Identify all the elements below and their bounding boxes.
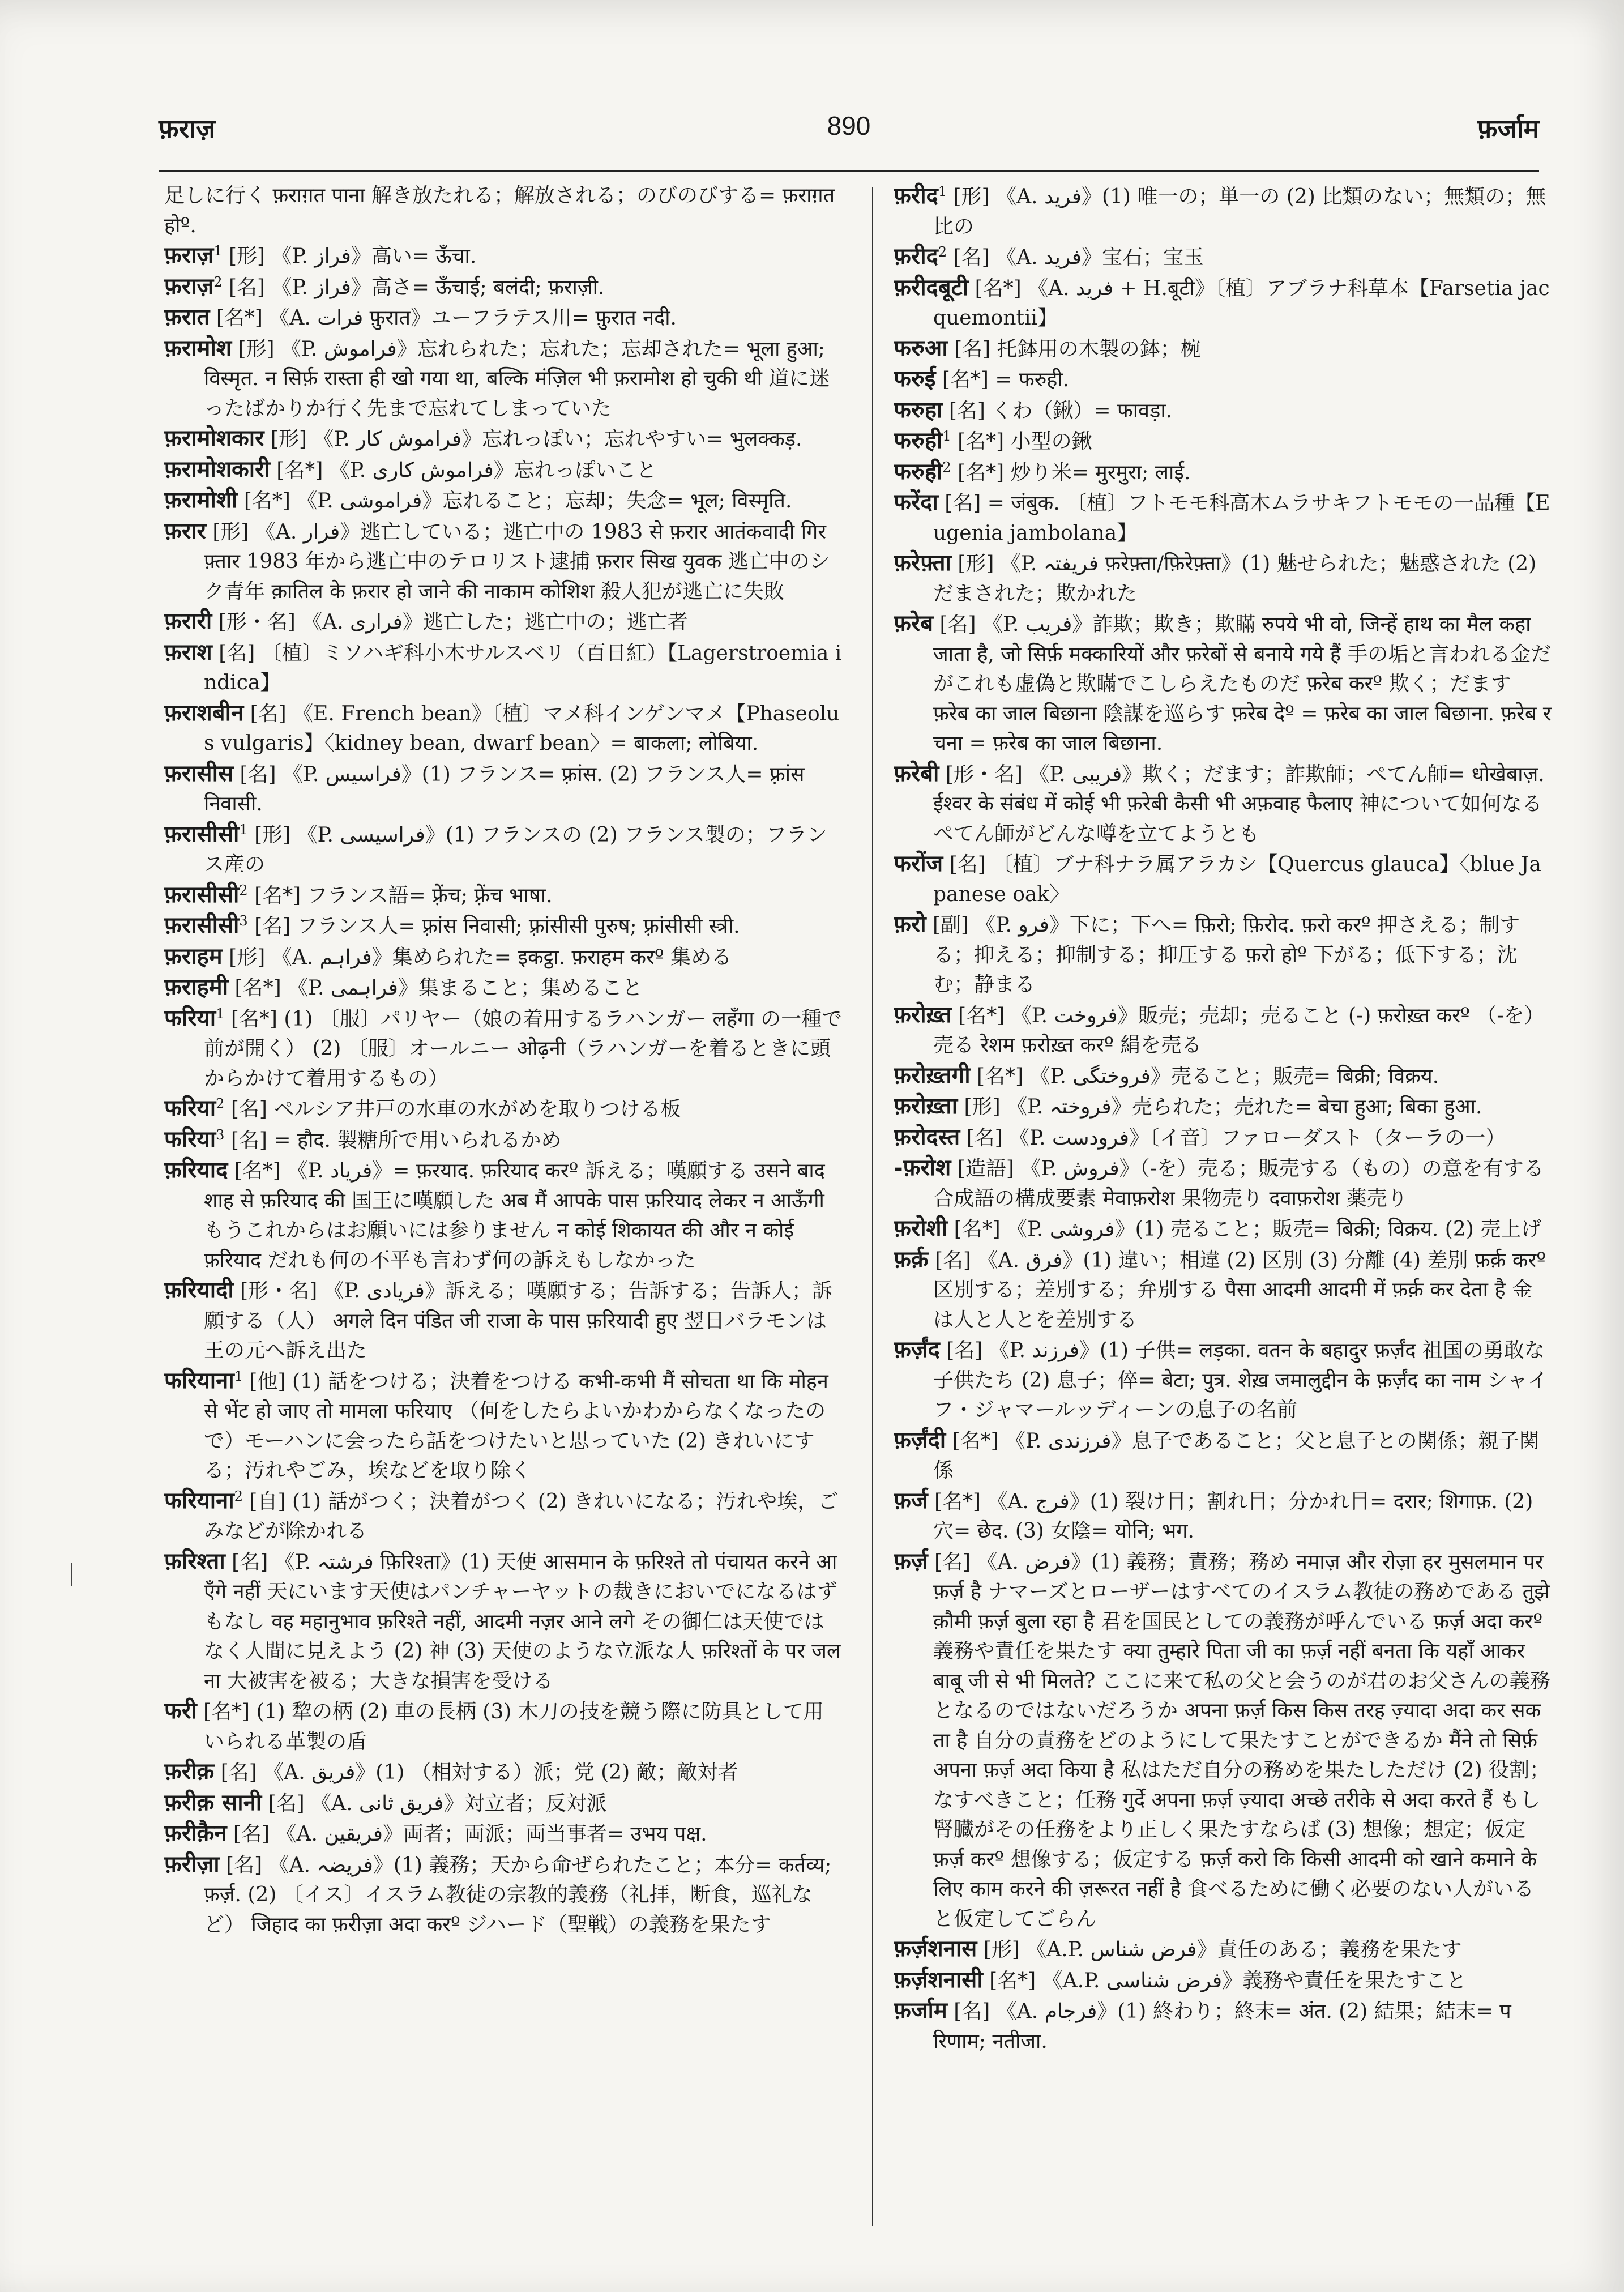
dictionary-entry — [164, 334, 844, 424]
entry-headword: फरुई — [894, 365, 936, 392]
dictionary-entry — [164, 972, 844, 1004]
homograph-number: 1 — [213, 243, 223, 259]
entry-definition: [名] 《A. فریق ثانی》対立者；反対派 — [262, 1791, 607, 1815]
entry-headword: फ़र्ज़ंद — [894, 1336, 940, 1363]
entry-headword: फ़रेफ़्ता — [894, 549, 951, 576]
column-divider — [872, 187, 873, 2226]
entry-definition: [名] 《P. فراز》高さ= ऊँचाई; बलंदी; फ़राज़ी. — [222, 275, 605, 299]
entry-definition: [名] 〔植〕ミソハギ科小木サルスベリ（百日紅）【Lagerstroemia indica】 — [204, 641, 842, 694]
entry-headword: फ़रासीसी — [164, 881, 240, 908]
entry-definition: [形] 《P. فراز》高い= ऊँचा. — [222, 245, 477, 268]
homograph-number: 1 — [938, 183, 947, 199]
entry-definition: [名*] 小型の鍬 — [951, 430, 1092, 453]
entry-definition: [形] 《P. فروختہ》売られた；売れた= बेचा हुआ; बिका हुआ. — [958, 1095, 1482, 1119]
entry-definition: [形] 《P. فراموش کار》忘れっぽい；忘れやすい= भुलक्कड़. — [264, 428, 802, 451]
entry-headword: फ़र्ज़शनास — [894, 1935, 977, 1962]
entry-definition: [名*] (1) 〔服〕パリヤー（娘の着用するラハンガー लहँगा の一種で前が開く） (2) 〔服〕オールニー ओढ़नी（ラハンガーを着るときに頭からかけて着用するもの） — [204, 1007, 843, 1090]
entry-definition: [形・名] 《A. فراری》逃亡した；逃亡中の；逃亡者 — [212, 611, 688, 634]
dictionary-entry — [894, 1122, 1552, 1154]
entry-headword: फ़रीद — [894, 243, 938, 270]
homograph-number: 2 — [216, 1096, 225, 1112]
dictionary-entry — [164, 607, 844, 638]
dictionary-entry — [894, 488, 1552, 548]
entry-headword: फ़रिश्ता — [164, 1547, 225, 1574]
entry-headword: फरुही — [894, 458, 943, 485]
dictionary-entry — [164, 424, 844, 455]
dictionary-entry — [164, 485, 844, 517]
dictionary-entry — [894, 426, 1552, 457]
dictionary-entry — [164, 1486, 844, 1547]
entry-headword: फरियाना — [164, 1367, 234, 1394]
dictionary-entry — [164, 880, 844, 911]
right-column — [894, 181, 1552, 2248]
dictionary-entry — [164, 1819, 844, 1850]
entry-headword: फ़रासीसी — [164, 912, 240, 938]
entry-definition: [形] 《P. فراسیسی》(1) フランスの (2) フランス製の；フランス産の — [204, 823, 827, 876]
dictionary-entry — [164, 911, 844, 942]
dictionary-entry — [894, 1153, 1552, 1214]
entry-headword: फ़रेबी — [894, 759, 939, 787]
entry-definition: [名*] 《P. فروشی》(1) 売ること；販売= बिक्री; विक्रय. (2) 売上げ — [947, 1218, 1542, 1241]
dictionary-entry — [894, 1091, 1552, 1122]
dictionary-entry — [894, 1547, 1552, 1935]
running-head-left: फ़राज़ — [159, 113, 216, 144]
entry-headword: फरिया — [164, 1004, 216, 1031]
margin-mark — [71, 1563, 72, 1586]
entry-headword: फ़रामोशकार — [164, 425, 264, 451]
dictionary-entry — [894, 1061, 1552, 1092]
entry-definition: [名] 《A. فرید》宝石；宝玉 — [947, 246, 1204, 269]
homograph-number: 2 — [942, 459, 951, 475]
dictionary-entry — [894, 1965, 1552, 1996]
dictionary-entry — [164, 1696, 844, 1757]
entry-headword: फरेंदा — [894, 489, 938, 515]
dictionary-entry — [164, 241, 844, 272]
entry-definition: [形] 《A.P. فرض شناس》責任のある；義務を果たす — [977, 1938, 1462, 1961]
entry-definition: [自] (1) 話がつく；決着がつく (2) きれいになる；汚れや埃，ごみなどが除かれる — [204, 1489, 839, 1543]
entry-headword: फ़राहमी — [164, 974, 229, 1000]
entry-definition: [名*] 《P. فرزندی》息子であること；父と息子との関係；親子関係 — [933, 1429, 1540, 1482]
entry-definition: [形・名] 《P. فریبی》欺く；だます；詐欺師；ぺてん師= धोखेबाज़. ईश्वर के संबंध में कोई भी फ़रेबी कैसी भी अफ़वाह फैलाए 神について如何なるぺてん師がどんな噂を立てようとも — [933, 762, 1545, 846]
entry-definition: [名] 〔植〕ブナ科ナラ属アラカシ【Quercus glauca】〈blue Japanese oak〉 — [933, 853, 1541, 906]
homograph-number: 1 — [216, 1005, 225, 1022]
entry-definition: [他] (1) 話をつける；決着をつける कभी-कभी मैं सोचता था कि मोहन से भेंट हो जाए तो मामला फरियाए （何をしたらよいかわからなくなったので）モーハンに会ったら話をつけたいと思っていた (2) きれいにする；汚れやごみ，埃などを取り除く — [204, 1369, 828, 1482]
dictionary-entry — [894, 1934, 1552, 1965]
dictionary-entry — [894, 1335, 1552, 1425]
entry-headword: -फ़रोश — [894, 1154, 951, 1181]
entry-definition: [名] 《A. فریق》(1) （相対する）派；党 (2) 敵；敵対者 — [214, 1761, 738, 1784]
entry-headword: फ़रात — [164, 304, 210, 330]
entry-headword: फ़रामोशकारी — [164, 455, 270, 483]
entry-definition: [形] 《P. فریفتہ फ़रेफ़्ता/फ़िरेफ़्ता》(1) 魅せられた；魅惑された (2) だまされた；欺かれた — [933, 552, 1537, 605]
entry-definition: [名] = हौद. 製糖所で用いられるかめ — [224, 1128, 562, 1152]
entry-headword: फरुहा — [894, 396, 943, 423]
entry-definition: [名] 《A. فریضہ》(1) 義務；天から命ぜられたこと；本分= कर्तव्य; फ़र्ज़. (2) 〔イス〕イスラム教徒の宗教的義務（礼拝，断食，巡礼など） जिहाद का फ़रीज़ा अदा करº ジハード（聖戦）の義務を果たす — [204, 1853, 832, 1936]
entry-definition: [名] = जंबुक. 〔植〕フトモモ科高木ムラサキフトモモの一品種【Eugenia jambolana】 — [933, 492, 1550, 545]
entry-definition: [形] 《P. فراموش》忘れられた；忘れた；忘却された= भूला हुआ; विस्मृत. न सिर्फ़ रास्ता ही खो गया था, बल्कि मंज़िल भी फ़रामोश हो चुकी थी 道に迷ったばかりか行く先まで忘れてしまっていた — [204, 337, 830, 420]
entry-definition: [名*] = फरुही. — [935, 368, 1070, 391]
entry-headword: फ़रीदबूटी — [894, 274, 969, 301]
homograph-number: 2 — [234, 1488, 243, 1504]
dictionary-entry — [164, 517, 844, 607]
entry-headword: फ़रामोशी — [164, 486, 238, 513]
entry-definition: [名*] フランス語= फ़्रेंच; फ़्रेंच भाषा. — [247, 883, 553, 907]
dictionary-entry — [894, 242, 1552, 273]
entry-definition: [名] ペルシア井戸の水車の水がめを取りつける板 — [224, 1098, 681, 1121]
entry-definition: [名] 《P. فرشتہ फ़िरिश्ता》(1) 天使 आसमान के फ़रिश्ते तो पंचायत करने आएँगे नहीं 天にいます天使はパンチャーヤットの裁きにおいでになるはずもなし वह महानुभाव फ़रिश्ते नहीं, आदमी नज़र आने लगे その御仁は天使ではなく人間に見えよう (2) 神 (3) 天使のような立派な人 फ़रिश्तों के पर जलना 大被害を被る；大きな損害を受ける — [204, 1550, 841, 1693]
entry-definition: [名*] 《P. فراموشی》忘れること；忘却；失念= भूल; विस्मृति. — [237, 489, 792, 513]
header-rule — [159, 170, 1539, 172]
homograph-number: 1 — [234, 1368, 243, 1384]
homograph-number: 2 — [938, 244, 947, 260]
entry-headword: फ़रेब — [894, 610, 934, 637]
entry-definition: [名] 《P. فرودست》〔イ音〕ファローダスト（ターラの一） — [960, 1126, 1506, 1150]
entry-definition: [名*] 《A. فرات फ़ुरात》ユーフラテス川= फ़ुरात नदी. — [210, 306, 677, 330]
entry-headword: फ़रोख़्ता — [894, 1092, 958, 1119]
entry-headword: फरुही — [894, 427, 943, 454]
dictionary-entry — [894, 457, 1552, 488]
entry-headword: फ़राश — [164, 638, 212, 665]
entry-headword: फ़रोशी — [894, 1215, 948, 1241]
entry-headword: फ़रार — [164, 517, 206, 544]
dictionary-entry — [164, 272, 844, 303]
page-header — [159, 110, 1539, 156]
dictionary-entry — [894, 1486, 1552, 1547]
entry-headword: फ़रीद — [894, 182, 938, 209]
dictionary-entry — [894, 849, 1552, 910]
dictionary-entry — [164, 1155, 844, 1275]
entry-headword: फरुआ — [894, 334, 948, 361]
entry-definition: [名] フランス人= फ़्रांस निवासी; फ़्रांसीसी पुरुष; फ़्रांसीसी स्त्री. — [247, 915, 740, 938]
dictionary-entry — [164, 1275, 844, 1366]
entry-headword: फ़रो — [894, 911, 926, 937]
dictionary-entry — [894, 1245, 1552, 1335]
entry-headword: फ़रासीसी — [164, 820, 240, 847]
entry-headword: फ़रोख़्त — [894, 1001, 952, 1028]
dictionary-entry — [164, 820, 844, 880]
entry-headword: फरोंज — [894, 850, 943, 877]
entry-headword: फ़राहम — [164, 942, 223, 970]
entry-definition: [名] くわ（鍬）= फावड़ा. — [942, 399, 1173, 422]
dictionary-entry — [894, 395, 1552, 426]
entry-definition: [形] 《A. فراہم》集められた= इकट्ठा. फ़राहम करº 集める — [222, 945, 732, 969]
dictionary-entry — [894, 759, 1552, 850]
left-column — [164, 181, 844, 2248]
entry-definition: [名] 《A. فریقین》両者；両派；両当事者= उभय पक्ष. — [226, 1822, 707, 1846]
entry-headword: फ़राज़ — [164, 272, 214, 300]
dictionary-entry — [164, 1366, 844, 1486]
dictionary-entry — [894, 1996, 1552, 2056]
homograph-number: 1 — [942, 428, 951, 444]
entry-definition: [名] 《A. فرض》(1) 義務；責務；務め नमाज़ और रोज़ा हर मुसलमान पर फ़र्ज़ है ナマーズとローザーはすべてのイスラム教徒の務めである तुझे क़ौमी फ़र्ज़ बुला रहा है 君を国民としての義務が呼んでいる फ़र्ज़ अदा करº 義務や責任を果たす क्या तुम्हारे पिता जी का फ़र्ज़ नहीं बनता कि यहाँ आकर बाबू जी से भी मिलते? ここに来て私の父と会うのが君のお父さんの義務となるのではないだろうか अपना फ़र्ज़ किस किस तरह ज़्यादा अदा कर सकता है 自分の責務をどのようにして果たすことができるか मैंने तो सिर्फ़ अपना फ़र्ज़ अदा किया है 私はただ自分の務めを果たしただけ (2) 役割；なすべきこと；任務 गुर्दे अपना फ़र्ज़ ज़्यादा अच्छे तरीके से अदा करते हैं もし腎臓がその任務をより正しく果たすならば (3) 想像；想定；仮定 फ़र्ज़ करº 想像する；仮定する फ़र्ज़ करो कि किसी आदमी को खाने कमाने के लिए काम करने की ज़रूरत नहीं है 食べるために働く必要のない人がいると仮定してごらん — [928, 1550, 1550, 1931]
entry-definition: [形] 《A. فرید》(1) 唯一の；単一の (2) 比類のない；無類の；無比の — [933, 185, 1546, 238]
entry-definition: [形] 《A. فرار》逃亡している；逃亡中の 1983 से फ़रार आतंकवादी गिरफ़्तार 1983 年から逃亡中のテロリスト逮捕 फ़रार सिख युवक 逃亡中のシク青年 क़ातिल के फ़रार हो जाने की नाकाम कोशिश 殺人犯が逃亡に失敗 — [204, 520, 830, 603]
homograph-number: 1 — [239, 821, 248, 838]
dictionary-entry — [164, 1757, 844, 1788]
dictionary-entry — [894, 609, 1552, 759]
entry-definition: [名*] 炒り米= मुरमुरा; लाई. — [951, 460, 1191, 484]
dictionary-entry — [164, 1547, 844, 1697]
entry-headword: फ़रीक़ैन — [164, 1820, 227, 1846]
dictionary-entry — [894, 181, 1552, 242]
entry-headword: फ़राज़ — [164, 242, 214, 268]
dictionary-entry — [894, 1000, 1552, 1061]
homograph-number: 2 — [239, 882, 248, 898]
entry-headword: फ़रीक़ सानी — [164, 1789, 262, 1816]
entry-headword: फ़रोख़्तगी — [894, 1061, 971, 1089]
entry-headword: फरी — [164, 1697, 197, 1724]
dictionary-entry — [164, 759, 844, 820]
entry-headword: फ़रीज़ा — [164, 1850, 220, 1877]
entry-definition: [名] 托鉢用の木製の鉢；椀 — [947, 337, 1201, 361]
entry-headword: फ़र्क़ — [894, 1245, 929, 1273]
entry-definition: [名] 《P. فراسیس》(1) フランス= फ़्रांस. (2) フランス人= फ़्रांस निवासी. — [204, 762, 805, 816]
entry-definition: [名] 《P. فریب》詐欺；欺き；欺瞞 रुपये भी वो, जिन्हें हाथ का मैल कहा जाता है, जो सिर्फ़ मक्कारियों और फ़रेबों से बनाये गये हैं 手の垢と言われる金だがこれも虚偽と欺瞞でこしらえたものだ फ़रेब करº 欺く；だます फ़रेब का जाल बिछाना 陰謀を巡らす फ़रेब देº = फ़रेब का जाल बिछाना. फ़रेब रचना = फ़रेब का जाल बिछाना. — [933, 613, 1552, 755]
entry-definition: [名] 《P. فرزند》(1) 子供= लड़का. वतन के बहादुर फ़र्ज़ंद 祖国の勇敢な子供たち (2) 息子；倅= बेटा; पुत्र. शेख़ जमालुद्दीन के फ़र्ज़ंद का नाम シャイフ・ジャマールッディーンの息子の名前 — [933, 1339, 1548, 1422]
entry-definition: [名] 《E. French bean》〔植〕マメ科インゲンマメ【Phaseolus vulgaris】〈kidney bean, dwarf bean〉= बाकला; लोबिया. — [204, 702, 840, 755]
entry-headword: फ़रारी — [164, 608, 212, 634]
entry-headword: फ़रोदस्त — [894, 1123, 960, 1150]
entry-definition: [名] 《A. فرجام》(1) 終わり；終末= अंत. (2) 結果；結末= परिणाम; नतीजा. — [933, 2000, 1511, 2053]
dictionary-entry — [164, 638, 844, 698]
entry-definition: [名*] 《P. فروخت》販売；売却；売ること (-) फ़रोख़्त करº （-を）売る रेशम फ़रोख़्त करº 絹を売る — [933, 1004, 1545, 1057]
entry-definition: [形・名] 《P. فریادی》訴える；嘆願する；告訴する；告訴人；訴願する（人） अगले दिन पंडित जी राजा के पास फ़रियादी हुए 翌日バラモンは王の元へ訴え出た — [204, 1279, 832, 1362]
entry-definition: [名*] 《A. فرید + H.बूटी》〔植〕アブラナ科草本【Farsetia jacquemontii】 — [933, 276, 1550, 330]
dictionary-entry — [164, 1788, 844, 1819]
dictionary-entry — [164, 698, 844, 759]
entry-headword: फ़राशबीन — [164, 699, 244, 726]
entry-headword: फ़र्ज़ — [894, 1547, 928, 1574]
entry-headword: फरिया — [164, 1095, 216, 1121]
dictionary-entry — [894, 1425, 1552, 1486]
running-head-right: फ़र्जाम — [1477, 113, 1539, 144]
page-number: 890 — [827, 111, 871, 140]
entry-headword: फ़रामोश — [164, 334, 232, 361]
dictionary-entry — [894, 548, 1552, 609]
dictionary-entry — [164, 1125, 844, 1156]
homograph-number: 3 — [216, 1126, 225, 1143]
entry-headword: फ़रीक़ — [164, 1758, 215, 1785]
dictionary-entry — [164, 1004, 844, 1094]
entry-headword: फ़र्ज़ंदी — [894, 1426, 946, 1453]
entry-headword: फरिया — [164, 1125, 216, 1153]
entry-definition: [名*] 《P. فراہمی》集まること；集めること — [228, 976, 643, 1000]
entry-headword: फ़रियाद — [164, 1156, 228, 1183]
dictionary-entry — [894, 273, 1552, 334]
entry-headword: फ़रासीस — [164, 759, 233, 787]
dictionary-entry — [164, 1094, 844, 1125]
entry-headword: फ़र्ज़शनासी — [894, 1966, 983, 1993]
dictionary-entry — [164, 181, 844, 241]
entry-headword: फ़र्ज — [894, 1487, 928, 1514]
entry-definition: [名*] 《P. فراموش کاری》忘れっぽいこと — [270, 458, 657, 482]
homograph-number: 3 — [239, 913, 248, 929]
dictionary-entry — [164, 942, 844, 973]
entry-definition: [副] 《P. فرو》下に；下へ= फ़िरो; फ़िरोद. फ़रो करº 押さえる；制する；抑える；抑制する；抑圧する फ़रो होº 下がる；低下する；沈む；静まる — [926, 914, 1520, 996]
entry-headword: फरियाना — [164, 1487, 234, 1514]
dictionary-entry — [894, 334, 1552, 365]
dictionary-entry — [164, 455, 844, 486]
entry-definition: [造語] 《P. فروش》（-を）売る；販売する（もの）の意を有する合成語の構成要素 मेवाफ़रोश 果物売り दवाफ़रोश 薬売り — [933, 1157, 1544, 1210]
homograph-number: 2 — [213, 274, 223, 290]
dictionary-entry — [164, 1850, 844, 1940]
entry-definition: [名*] 《P. فروختگی》売ること；販売= बिक्री; विक्रय. — [970, 1064, 1439, 1088]
entry-definition: 足しに行く फ़राग़त पाना 解き放たれる；解放される；のびのびする= फ़राग़त होº. — [164, 184, 835, 237]
dictionary-entry — [894, 1214, 1552, 1245]
dictionary-entry — [894, 910, 1552, 1000]
entry-definition: [名*] (1) 犂の柄 (2) 車の長柄 (3) 木刀の技を競う際に防具として用いられる革製の盾 — [196, 1700, 824, 1753]
entry-headword: फ़रियादी — [164, 1277, 234, 1303]
dictionary-entry — [164, 302, 844, 334]
entry-definition: [名*] 《A. فرج》(1) 裂け目；割れ目；分かれ目= दरार; शिगाफ़. (2) 穴= छेद. (3) 女陰= योनि; भग. — [928, 1489, 1533, 1543]
entry-definition: [名*] 《P. فریاد》= फ़रयाद. फ़रियाद करº 訴える；嘆願する उसने बादशाह से फ़रियाद की 国王に嘆願した अब मैं आपके पास फ़रियाद लेकर न आऊँगी もうこれからはお願いには参りません न कोई शिकायत की और न कोई फ़रियाद だれも何の不平も言わず何の訴えもしなかった — [204, 1159, 825, 1272]
dictionary-entry — [894, 364, 1552, 395]
entry-definition: [名] 《A. فرق》(1) 違い；相違 (2) 区別 (3) 分離 (4) 差別 फ़र्क़ करº 区別する；差別する；弁別する पैसा आदमी आदमी में फ़र्क़ कर देता है 金は人と人とを差別する — [928, 1248, 1546, 1331]
entry-definition: [名*] 《A.P. فرض شناسی》義務や責任を果たすこと — [982, 1969, 1467, 1992]
entry-headword: फ़र्जाम — [894, 1997, 947, 2024]
